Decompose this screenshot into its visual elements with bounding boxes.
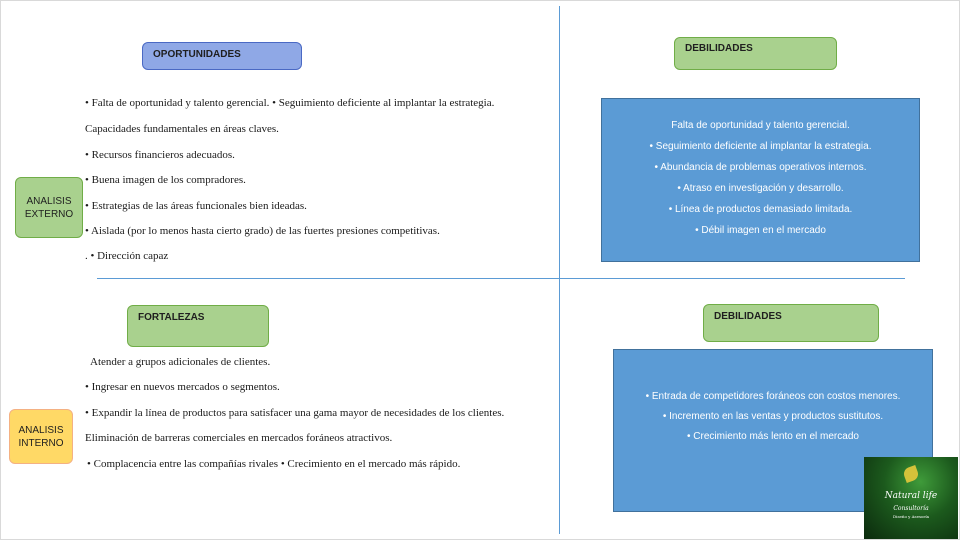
oportunidades-item: • Estrategias de las áreas funcionales bien ideadas. — [85, 200, 307, 212]
debilidades-bottom-title: DEBILIDADES — [703, 304, 879, 342]
fortalezas-title: FORTALEZAS — [127, 305, 269, 347]
leaf-icon — [902, 465, 920, 483]
logo-brand: Natural life — [884, 491, 938, 501]
debilidades-top-item: • Atraso en investigación y desarrollo. — [677, 183, 844, 194]
oportunidades-title: OPORTUNIDADES — [142, 42, 302, 70]
natural-life-logo — [864, 457, 958, 539]
debilidades-bottom-item: • Entrada de competidores foráneos con costos menores. — [645, 391, 901, 402]
debilidades-bottom-item: • Incremento en las ventas y productos sustitutos. — [662, 411, 884, 422]
oportunidades-item: • Buena imagen de los compradores. — [85, 174, 246, 186]
oportunidades-item: • Falta de oportunidad y talento gerencial. • Seguimiento deficiente al implantar la estrategia. — [85, 97, 495, 109]
debilidades-top-item: Falta de oportunidad y talento gerencial. — [671, 120, 850, 131]
oportunidades-item: . • Dirección capaz — [85, 250, 169, 262]
debilidades-top-item: • Seguimiento deficiente al implantar la estrategia. — [649, 141, 872, 152]
fortalezas-item: Atender a grupos adicionales de clientes. — [90, 356, 271, 368]
fortalezas-item: • Expandir la línea de productos para satisfacer una gama mayor de necesidades de los clientes. — [85, 407, 505, 419]
debilidades-top-box — [601, 98, 920, 262]
logo-sub2: Diseño y Asesoría — [892, 514, 930, 519]
debilidades-top-item: • Débil imagen en el mercado — [695, 225, 826, 236]
debilidades-top-item: • Abundancia de problemas operativos internos. — [654, 162, 867, 173]
oportunidades-item: • Recursos financieros adecuados. — [85, 149, 235, 161]
oportunidades-item: • Aislada (por lo menos hasta cierto grado) de las fuertes presiones competitivas. — [85, 225, 440, 237]
debilidades-bottom-item: • Crecimiento más lento en el mercado — [687, 431, 859, 442]
analisis-externo-label: ANALISIS EXTERNO — [15, 177, 83, 238]
analisis-interno-label: ANALISIS INTERNO — [9, 409, 73, 464]
debilidades-top-item: • Línea de productos demasiado limitada. — [668, 204, 853, 215]
horizontal-axis-line — [97, 278, 905, 279]
vertical-axis-line — [559, 6, 560, 534]
debilidades-top-title: DEBILIDADES — [674, 37, 837, 70]
fortalezas-item: • Complacencia entre las compañías rivales • Crecimiento en el mercado más rápido. — [87, 458, 461, 470]
logo-sub: Consultoría — [893, 505, 929, 512]
fortalezas-item: • Ingresar en nuevos mercados o segmentos. — [85, 381, 280, 393]
fortalezas-item: Eliminación de barreras comerciales en mercados foráneos atractivos. — [85, 432, 393, 444]
oportunidades-item: Capacidades fundamentales en áreas claves. — [85, 123, 279, 135]
